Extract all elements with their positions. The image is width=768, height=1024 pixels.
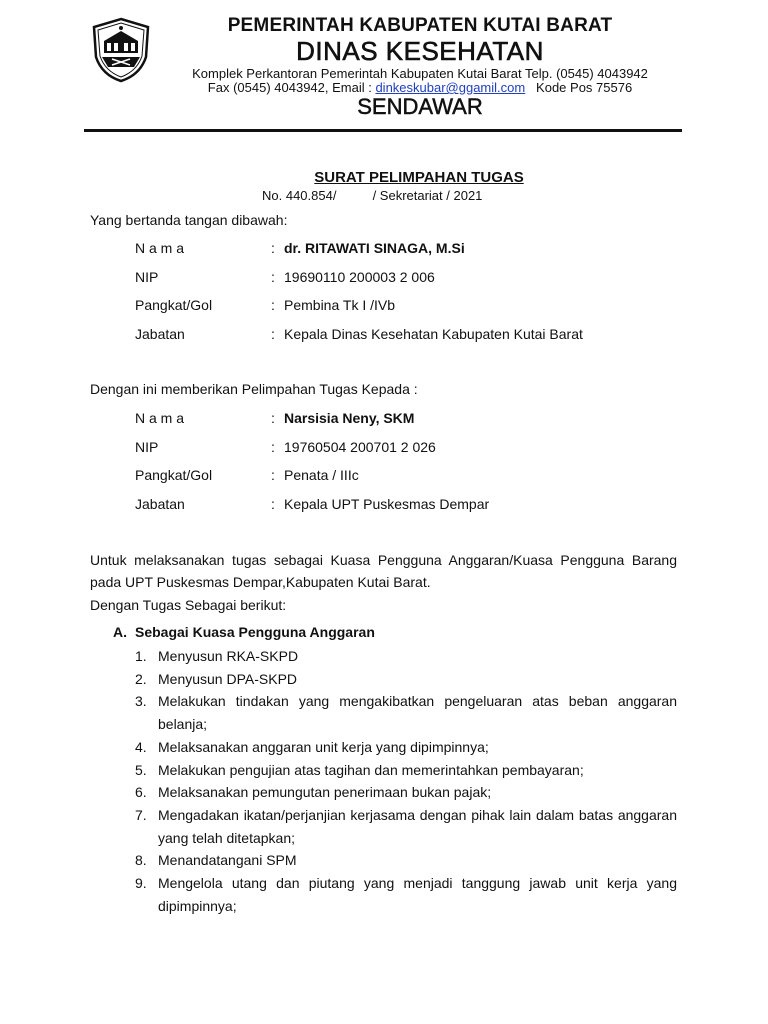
- government-name: PEMERINTAH KABUPATEN KUTAI BARAT: [227, 15, 613, 36]
- item-number: 4.: [135, 738, 147, 755]
- letter-number: No. 440.854/ / Sekretariat / 2021: [262, 188, 483, 203]
- item-number: 6.: [135, 784, 147, 801]
- item-text: Mengadakan ikatan/perjanjian kerjasama dengan pihak lain dalam batas anggaran yang telah ditetapkan;: [158, 806, 677, 846]
- item-number: 7.: [135, 806, 147, 823]
- field-label: Pangkat/Gol: [135, 467, 213, 483]
- list-item: [135, 690, 677, 735]
- letterhead-divider: [84, 129, 682, 132]
- signer-name: dr. RITAWATI SINAGA, M.Si: [284, 240, 465, 256]
- delegate-position: Kepala UPT Puskesmas Dempar: [284, 496, 490, 512]
- field-colon: :: [271, 297, 275, 313]
- item-number: 1.: [135, 648, 147, 664]
- field-label: NIP: [135, 269, 159, 285]
- email-link[interactable]: dinkeskubar@ggamil.com: [375, 80, 526, 95]
- office-address: Komplek Perkantoran Pemerintah Kabupaten Kutai Barat Telp. (0545) 4043942: [192, 66, 648, 81]
- list-item: [135, 781, 677, 804]
- contact-line: [160, 80, 680, 95]
- item-number: 8.: [135, 852, 147, 869]
- list-item: [135, 759, 677, 782]
- list-item: [135, 804, 677, 849]
- list-item: [135, 645, 677, 668]
- item-text: Menyusun DPA-SKPD: [158, 670, 298, 687]
- field-label: N a m a: [135, 410, 185, 426]
- postal-code: Kode Pos 75576: [525, 80, 633, 95]
- field-colon: :: [271, 439, 275, 455]
- field-colon: :: [271, 496, 275, 512]
- task-list: [135, 645, 677, 917]
- item-text: Menyusun RKA-SKPD: [158, 648, 299, 664]
- field-label: NIP: [135, 439, 159, 455]
- item-text: Melaksanakan anggaran unit kerja yang dipimpinnya;: [158, 738, 489, 755]
- delegate-rank: Penata / IIIc: [284, 467, 359, 483]
- field-label: Jabatan: [135, 496, 185, 512]
- item-number: 9.: [135, 875, 147, 892]
- item-number: 3.: [135, 693, 147, 710]
- field-label: Pangkat/Gol: [135, 297, 213, 313]
- item-text: Melakukan tindakan yang mengakibatkan pengeluaran atas beban anggaran belanja;: [158, 693, 677, 733]
- tasks-intro: Dengan Tugas Sebagai berikut:: [90, 597, 287, 613]
- kutai-barat-emblem-icon: [90, 17, 152, 83]
- field-label: Jabatan: [135, 326, 185, 342]
- field-colon: :: [271, 269, 275, 285]
- field-colon: :: [271, 467, 275, 483]
- delegate-nip: 19760504 200701 2 026: [284, 439, 436, 455]
- list-item: [135, 668, 677, 691]
- field-colon: :: [271, 240, 275, 256]
- section-title: Sebagai Kuasa Pengguna Anggaran: [135, 624, 375, 640]
- city-name: SENDAWAR: [357, 94, 483, 119]
- delegation-intro: Dengan ini memberikan Pelimpahan Tugas Kepada :: [90, 381, 418, 397]
- item-number: 2.: [135, 670, 147, 687]
- purpose-paragraph: Untuk melaksanakan tugas sebagai Kuasa Pengguna Anggaran/Kuasa Pengguna Barang pada UPT Puskesmas Dempar,Kabupaten Kutai Barat.: [90, 552, 677, 590]
- field-colon: :: [271, 410, 275, 426]
- signer-position: Kepala Dinas Kesehatan Kabupaten Kutai Barat: [284, 326, 583, 342]
- field-label: N a m a: [135, 240, 185, 256]
- section-letter: A.: [113, 624, 127, 640]
- list-item: [135, 849, 677, 872]
- signer-nip: 19690110 200003 2 006: [284, 269, 435, 285]
- list-item: [135, 872, 677, 917]
- list-item: [135, 736, 677, 759]
- field-colon: :: [271, 326, 275, 342]
- signer-rank: Pembina Tk I /IVb: [284, 297, 396, 313]
- letter-title: SURAT PELIMPAHAN TUGAS: [314, 169, 524, 186]
- fax-text: Fax (0545) 4043942, Email :: [207, 80, 376, 95]
- signer-intro: Yang bertanda tangan dibawah:: [90, 212, 288, 228]
- section-a-heading: [113, 624, 375, 640]
- item-text: Menandatangani SPM: [158, 852, 297, 869]
- item-text: Melakukan pengujian atas tagihan dan memerintahkan pembayaran;: [158, 761, 584, 778]
- item-text: Mengelola utang dan piutang yang menjadi tanggung jawab unit kerja yang dipimpinnya;: [158, 875, 677, 914]
- item-text: Melaksanakan pemungutan penerimaan bukan pajak;: [158, 784, 492, 801]
- agency-name: DINAS KESEHATAN: [296, 36, 544, 66]
- item-number: 5.: [135, 761, 147, 778]
- delegate-name: Narsisia Neny, SKM: [284, 410, 415, 426]
